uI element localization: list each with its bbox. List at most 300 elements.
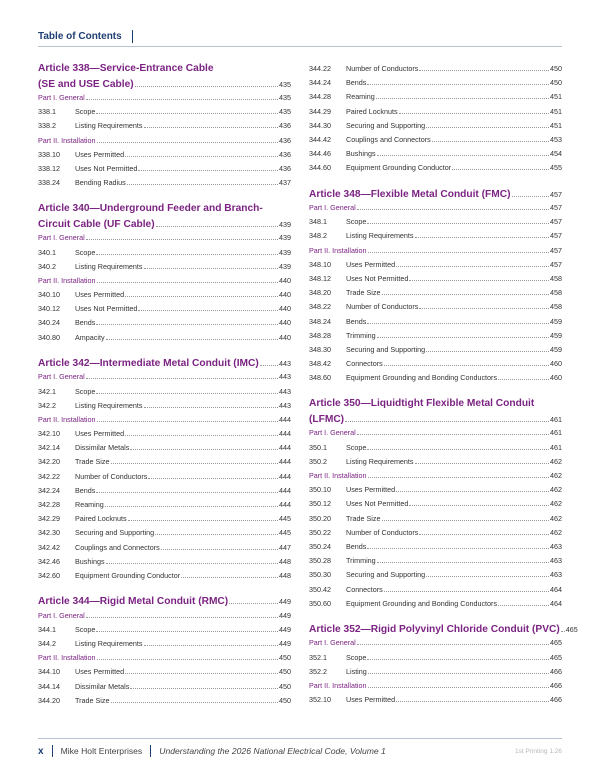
dot-leader bbox=[512, 196, 549, 197]
page-number: 437 bbox=[279, 178, 291, 188]
section-number: 348.28 bbox=[309, 330, 331, 340]
page-number: 445 bbox=[279, 514, 291, 524]
page-number: 459 bbox=[550, 330, 562, 340]
part-heading[interactable] bbox=[309, 469, 562, 483]
toc-entry[interactable] bbox=[309, 105, 562, 119]
page-number: 463 bbox=[550, 541, 562, 551]
part-heading[interactable] bbox=[38, 370, 291, 384]
toc-entry[interactable] bbox=[38, 637, 291, 651]
dot-leader bbox=[382, 520, 550, 521]
dot-leader bbox=[86, 378, 278, 379]
dot-leader bbox=[138, 170, 278, 171]
toc-entry[interactable] bbox=[38, 526, 291, 540]
dot-leader bbox=[106, 563, 278, 564]
toc-section bbox=[38, 202, 291, 345]
page-number: 450 bbox=[550, 64, 562, 73]
page-number: 464 bbox=[550, 584, 562, 594]
toc-entry[interactable] bbox=[309, 357, 562, 371]
dot-leader bbox=[161, 549, 278, 550]
toc-entry[interactable] bbox=[309, 161, 562, 175]
toc-entry[interactable] bbox=[38, 288, 291, 302]
entry-title: Equipment Grounding Conductor bbox=[346, 163, 452, 173]
dot-leader bbox=[111, 463, 279, 464]
entry-title: Listing Requirements bbox=[75, 639, 143, 648]
toc-entry[interactable] bbox=[309, 272, 562, 286]
article-title-line[interactable] bbox=[309, 623, 578, 637]
page-number: 457 bbox=[550, 231, 562, 241]
entry-title: Reaming bbox=[346, 92, 375, 102]
section-number: 342.42 bbox=[38, 542, 60, 552]
entry-title: Equipment Grounding Conductor bbox=[75, 570, 181, 580]
article-title[interactable]: (SE and USE Cable) bbox=[38, 78, 134, 90]
dot-leader bbox=[357, 434, 549, 435]
dot-leader bbox=[432, 141, 549, 142]
article-title[interactable]: Article 350—Liquidtight Flexible Metal Conduit bbox=[309, 398, 535, 410]
article-title[interactable]: Article 348—Flexible Metal Conduit (FMC) bbox=[309, 188, 511, 200]
page-number: 444 bbox=[279, 414, 291, 424]
entry-title: Dissimilar Metals bbox=[75, 681, 130, 691]
page-number: 465 bbox=[565, 624, 578, 634]
toc-entry[interactable] bbox=[309, 441, 562, 455]
entry-title: Uses Permitted bbox=[75, 290, 125, 300]
toc-entry[interactable] bbox=[38, 569, 291, 583]
toc-entry[interactable] bbox=[38, 260, 291, 274]
page-number: 466 bbox=[550, 666, 562, 676]
toc-entry[interactable] bbox=[38, 665, 291, 679]
toc-section bbox=[309, 62, 562, 176]
entry-title: Listing Requirements bbox=[75, 261, 143, 271]
toc-entry[interactable] bbox=[38, 541, 291, 555]
toc-entry[interactable] bbox=[309, 300, 562, 314]
toc-entry[interactable] bbox=[309, 651, 562, 665]
toc-entry[interactable] bbox=[38, 105, 291, 119]
toc-entry[interactable] bbox=[38, 441, 291, 455]
toc-entry[interactable] bbox=[38, 455, 291, 469]
dot-leader bbox=[396, 701, 549, 702]
section-number: 348.42 bbox=[309, 359, 331, 369]
toc-entry[interactable] bbox=[38, 470, 291, 484]
page-number: 443 bbox=[279, 400, 291, 410]
section-number: 344.46 bbox=[309, 149, 331, 159]
page-number: 460 bbox=[550, 373, 562, 383]
toc-entry[interactable] bbox=[38, 399, 291, 413]
section-number: 344.10 bbox=[38, 667, 60, 677]
page-number: 462 bbox=[550, 499, 562, 509]
page-number: 439 bbox=[279, 219, 291, 229]
page-number: 444 bbox=[279, 457, 291, 467]
section-number: 350.12 bbox=[309, 499, 331, 509]
dot-leader bbox=[399, 113, 549, 114]
section-number: 344.14 bbox=[38, 681, 60, 691]
page-number: 451 bbox=[550, 120, 562, 130]
dot-leader bbox=[125, 673, 278, 674]
entry-title: Scope bbox=[75, 107, 96, 117]
dot-leader bbox=[498, 379, 549, 380]
section-number: 344.24 bbox=[309, 78, 331, 88]
part-heading[interactable] bbox=[38, 274, 291, 288]
article-title[interactable]: Article 340—Underground Feeder and Branch- bbox=[38, 203, 263, 215]
section-number: 352.2 bbox=[309, 666, 327, 676]
section-number: 338.2 bbox=[38, 121, 56, 131]
entry-title: Scope bbox=[75, 624, 96, 634]
toc-entry[interactable] bbox=[38, 427, 291, 441]
page-number: 460 bbox=[550, 359, 562, 369]
section-number: 342.20 bbox=[38, 457, 60, 467]
page-number: x bbox=[38, 745, 44, 757]
section-number: 348.24 bbox=[309, 316, 331, 326]
entry-title: Trade Size bbox=[75, 457, 110, 467]
part-heading[interactable] bbox=[309, 636, 562, 650]
dot-leader bbox=[144, 127, 278, 128]
dot-leader bbox=[384, 591, 549, 592]
page-number: 439 bbox=[279, 261, 291, 271]
section-number: 352.10 bbox=[309, 695, 331, 705]
section-number: 350.30 bbox=[309, 570, 331, 580]
section-number: 342.29 bbox=[38, 514, 60, 524]
dot-leader bbox=[144, 645, 278, 646]
toc-entry[interactable] bbox=[309, 583, 562, 597]
toc-entry[interactable] bbox=[38, 148, 291, 162]
toc-section bbox=[38, 357, 291, 583]
page-number: 457 bbox=[550, 217, 562, 227]
page-number: 443 bbox=[279, 358, 291, 368]
toc-entry[interactable] bbox=[38, 331, 291, 345]
section-number: 342.14 bbox=[38, 443, 60, 453]
page-number: 461 bbox=[550, 414, 562, 424]
page-number: 457 bbox=[550, 245, 562, 255]
page-number: 461 bbox=[550, 442, 562, 452]
dot-leader bbox=[396, 491, 549, 492]
page-number: 465 bbox=[550, 638, 562, 648]
dot-leader bbox=[377, 562, 549, 563]
dot-leader bbox=[125, 296, 278, 297]
page-number: 453 bbox=[550, 134, 562, 144]
section-number: 340.1 bbox=[38, 247, 56, 257]
page-number: 440 bbox=[279, 275, 291, 285]
section-number: 348.30 bbox=[309, 344, 331, 354]
toc-entry[interactable] bbox=[309, 229, 562, 243]
dot-leader bbox=[368, 252, 549, 253]
toc-entry[interactable] bbox=[309, 315, 562, 329]
toc-entry[interactable] bbox=[309, 554, 562, 568]
page-number: 458 bbox=[550, 288, 562, 298]
section-number: 348.12 bbox=[309, 273, 331, 283]
toc-entry[interactable] bbox=[309, 62, 562, 76]
toc-entry[interactable] bbox=[38, 176, 291, 190]
article-title[interactable]: (LFMC) bbox=[309, 413, 345, 425]
dot-leader bbox=[419, 534, 549, 535]
section-number: 342.2 bbox=[38, 400, 56, 410]
section-number: 350.20 bbox=[309, 513, 331, 523]
entry-title: Part I. General bbox=[309, 428, 356, 438]
dot-leader bbox=[97, 142, 278, 143]
toc-entry[interactable] bbox=[309, 343, 562, 357]
dot-leader bbox=[419, 70, 549, 71]
entry-title: Bushings bbox=[346, 149, 376, 159]
toc-entry[interactable] bbox=[309, 568, 562, 582]
toc-entry[interactable] bbox=[309, 371, 562, 385]
entry-title: Uses Permitted bbox=[346, 259, 396, 269]
section-number: 342.24 bbox=[38, 485, 60, 495]
page-number: 450 bbox=[279, 653, 291, 663]
page-number: 440 bbox=[279, 332, 291, 342]
entry-title: Listing Requirements bbox=[75, 121, 143, 131]
entry-title: Part II. Installation bbox=[309, 471, 367, 480]
page-number: 458 bbox=[550, 302, 562, 312]
page-number: 449 bbox=[279, 624, 291, 634]
section-number: 350.2 bbox=[309, 456, 327, 466]
toc-entry[interactable] bbox=[38, 246, 291, 260]
toc-entry[interactable] bbox=[309, 693, 562, 707]
section-number: 350.1 bbox=[309, 442, 327, 452]
page-number: 436 bbox=[279, 121, 291, 131]
entry-title: Bends bbox=[75, 485, 96, 495]
page-number: 461 bbox=[550, 428, 562, 438]
article-title-line[interactable] bbox=[309, 188, 562, 202]
dot-leader bbox=[426, 351, 549, 352]
part-heading[interactable] bbox=[309, 679, 562, 693]
entry-title: Securing and Supporting bbox=[75, 528, 155, 538]
dot-leader bbox=[357, 644, 549, 645]
entry-title: Number of Conductors bbox=[346, 64, 419, 73]
toc-entry[interactable] bbox=[309, 258, 562, 272]
entry-title: Bushings bbox=[75, 556, 105, 566]
dot-leader bbox=[135, 86, 278, 87]
toc-entry[interactable] bbox=[309, 483, 562, 497]
section-number: 342.1 bbox=[38, 386, 56, 396]
entry-title: Scope bbox=[346, 652, 367, 662]
toc-entry[interactable] bbox=[309, 497, 562, 511]
article-title-line[interactable] bbox=[38, 78, 291, 92]
toc-entry[interactable] bbox=[309, 90, 562, 104]
part-heading[interactable] bbox=[38, 413, 291, 427]
part-heading[interactable] bbox=[309, 426, 562, 440]
section-number: 350.24 bbox=[309, 541, 331, 551]
toc-entry[interactable] bbox=[309, 133, 562, 147]
section-number: 342.60 bbox=[38, 570, 60, 580]
dot-leader bbox=[396, 266, 549, 267]
toc-entry[interactable] bbox=[309, 512, 562, 526]
entry-title: Paired Locknuts bbox=[346, 106, 398, 116]
page-number: 451 bbox=[550, 106, 562, 116]
article-title[interactable]: Article 352—Rigid Polyvinyl Chloride Conduit (PVC) bbox=[309, 623, 560, 635]
entry-title: Connectors bbox=[346, 359, 383, 369]
toc-entry[interactable] bbox=[309, 119, 562, 133]
dot-leader bbox=[96, 492, 278, 493]
toc-entry[interactable] bbox=[38, 119, 291, 133]
toc-entry[interactable] bbox=[38, 162, 291, 176]
article-title-line[interactable] bbox=[38, 595, 291, 609]
toc-entry[interactable] bbox=[38, 623, 291, 637]
dot-leader bbox=[367, 84, 549, 85]
toc-entry[interactable] bbox=[309, 597, 562, 611]
dot-leader bbox=[384, 365, 549, 366]
page-number: 457 bbox=[550, 259, 562, 269]
dot-leader bbox=[144, 407, 278, 408]
page-number: 458 bbox=[550, 273, 562, 283]
footer-rule bbox=[38, 738, 562, 739]
toc-entry[interactable] bbox=[309, 665, 562, 679]
section-number: 352.1 bbox=[309, 652, 327, 662]
section-number: 348.2 bbox=[309, 231, 327, 241]
part-heading[interactable] bbox=[38, 91, 291, 105]
toc-entry[interactable] bbox=[38, 385, 291, 399]
section-number: 338.10 bbox=[38, 149, 60, 159]
part-heading[interactable] bbox=[38, 609, 291, 623]
section-number: 348.22 bbox=[309, 302, 331, 312]
entry-title: Listing Requirements bbox=[346, 456, 414, 466]
page-number: 445 bbox=[279, 528, 291, 538]
header-divider bbox=[132, 30, 133, 43]
entry-title: Part II. Installation bbox=[309, 245, 367, 255]
page-number: 451 bbox=[550, 92, 562, 102]
entry-title: Part I. General bbox=[38, 93, 85, 102]
entry-title: Securing and Supporting bbox=[346, 120, 426, 130]
toc-entry[interactable] bbox=[38, 302, 291, 316]
dot-leader bbox=[345, 421, 549, 422]
section-number: 340.24 bbox=[38, 318, 60, 328]
page-number: 435 bbox=[279, 79, 291, 89]
article-title[interactable]: Article 342—Intermediate Metal Conduit (IMC) bbox=[38, 357, 259, 369]
toc-section bbox=[309, 623, 578, 707]
toc-entry[interactable] bbox=[38, 555, 291, 569]
page-number: 436 bbox=[279, 135, 291, 145]
section-number: 338.12 bbox=[38, 163, 60, 173]
page-number: 448 bbox=[279, 556, 291, 566]
page-header bbox=[38, 29, 133, 43]
toc-entry[interactable] bbox=[38, 680, 291, 694]
entry-title: Trimming bbox=[346, 556, 376, 566]
part-heading[interactable] bbox=[38, 231, 291, 245]
section-number: 342.46 bbox=[38, 556, 60, 566]
toc-entry[interactable] bbox=[38, 512, 291, 526]
page-number: 462 bbox=[550, 513, 562, 523]
entry-title: Uses Permitted bbox=[75, 149, 125, 159]
page-footer bbox=[38, 744, 562, 758]
dot-leader bbox=[138, 310, 278, 311]
dot-leader bbox=[127, 184, 278, 185]
page-number: 450 bbox=[279, 681, 291, 691]
entry-title: Listing Requirements bbox=[346, 231, 414, 241]
section-number: 344.2 bbox=[38, 639, 56, 648]
entry-title: Uses Not Permitted bbox=[75, 163, 138, 173]
section-number: 348.10 bbox=[309, 259, 331, 269]
page-number: 444 bbox=[279, 485, 291, 495]
page-number: 444 bbox=[279, 443, 291, 453]
toc-entry[interactable] bbox=[309, 526, 562, 540]
dot-leader bbox=[415, 463, 549, 464]
dot-leader bbox=[367, 548, 549, 549]
article-title[interactable]: Article 344—Rigid Metal Conduit (RMC) bbox=[38, 596, 229, 608]
dot-leader bbox=[260, 365, 278, 366]
section-number: 350.22 bbox=[309, 527, 331, 537]
dot-leader bbox=[97, 282, 278, 283]
section-number: 340.12 bbox=[38, 304, 60, 314]
entry-title: Securing and Supporting bbox=[346, 344, 426, 354]
footer-divider bbox=[52, 745, 53, 757]
toc-column-left bbox=[38, 60, 291, 720]
section-number: 340.80 bbox=[38, 332, 60, 342]
article-title-line[interactable] bbox=[38, 357, 291, 371]
dot-leader bbox=[106, 339, 278, 340]
dot-leader bbox=[111, 702, 279, 703]
toc-entry[interactable] bbox=[309, 76, 562, 90]
section-number: 350.28 bbox=[309, 556, 331, 566]
page-number: 463 bbox=[550, 556, 562, 566]
part-heading[interactable] bbox=[309, 244, 562, 258]
dot-leader bbox=[368, 477, 549, 478]
part-heading[interactable] bbox=[38, 651, 291, 665]
entry-title: Couplings and Connectors bbox=[346, 134, 431, 144]
page-number: 439 bbox=[279, 247, 291, 257]
section-number: 344.30 bbox=[309, 120, 331, 130]
entry-title: Listing Requirements bbox=[75, 400, 143, 410]
article-title-line[interactable] bbox=[38, 218, 291, 232]
article-title-line[interactable] bbox=[309, 413, 562, 427]
dot-leader bbox=[105, 506, 278, 507]
entry-title: Scope bbox=[346, 217, 367, 227]
page-number: 435 bbox=[279, 93, 291, 102]
part-heading[interactable] bbox=[38, 134, 291, 148]
page-number: 462 bbox=[550, 527, 562, 537]
toc-entry[interactable] bbox=[309, 215, 562, 229]
toc-entry[interactable] bbox=[309, 286, 562, 300]
section-number: 350.10 bbox=[309, 485, 331, 495]
dot-leader bbox=[125, 156, 278, 157]
dot-leader bbox=[96, 393, 278, 394]
toc-entry[interactable] bbox=[38, 694, 291, 708]
toc-entry[interactable] bbox=[309, 455, 562, 469]
dot-leader bbox=[148, 478, 278, 479]
entry-title: Part I. General bbox=[38, 372, 85, 382]
entry-title: Uses Not Permitted bbox=[75, 304, 138, 314]
entry-title: Uses Permitted bbox=[75, 429, 125, 439]
toc-entry[interactable] bbox=[309, 147, 562, 161]
dot-leader bbox=[368, 673, 549, 674]
entry-title: Part II. Installation bbox=[38, 135, 96, 145]
toc-entry[interactable] bbox=[38, 498, 291, 512]
article-title[interactable]: Article 338—Service-Entrance Cable bbox=[38, 63, 214, 74]
entry-title: Part II. Installation bbox=[309, 680, 367, 690]
entry-title: Trade Size bbox=[75, 695, 110, 705]
toc-section bbox=[309, 397, 562, 610]
page-number: 466 bbox=[550, 695, 562, 705]
toc-section bbox=[38, 595, 291, 708]
entry-title: Number of Conductors bbox=[346, 302, 419, 312]
section-number: 344.28 bbox=[309, 92, 331, 102]
dot-leader bbox=[452, 169, 549, 170]
section-number: 348.20 bbox=[309, 288, 331, 298]
toc-entry[interactable] bbox=[38, 316, 291, 330]
part-heading[interactable] bbox=[309, 201, 562, 215]
dot-leader bbox=[96, 324, 278, 325]
dot-leader bbox=[409, 505, 549, 506]
dot-leader bbox=[357, 209, 549, 210]
header-title: Table of Contents bbox=[38, 30, 122, 42]
entry-title: Uses Permitted bbox=[346, 485, 396, 495]
page-number: 440 bbox=[279, 318, 291, 328]
toc-entry[interactable] bbox=[309, 540, 562, 554]
entry-title: Part II. Installation bbox=[38, 414, 96, 424]
entry-title: Bends bbox=[346, 316, 367, 326]
toc-entry[interactable] bbox=[309, 329, 562, 343]
toc-entry[interactable] bbox=[38, 484, 291, 498]
article-title[interactable]: Circuit Cable (UF Cable) bbox=[38, 218, 155, 230]
entry-title: Trade Size bbox=[346, 513, 381, 523]
entry-title: Equipment Grounding and Bonding Conductors bbox=[346, 373, 498, 383]
section-number: 344.60 bbox=[309, 163, 331, 173]
page-number: 439 bbox=[279, 233, 291, 243]
